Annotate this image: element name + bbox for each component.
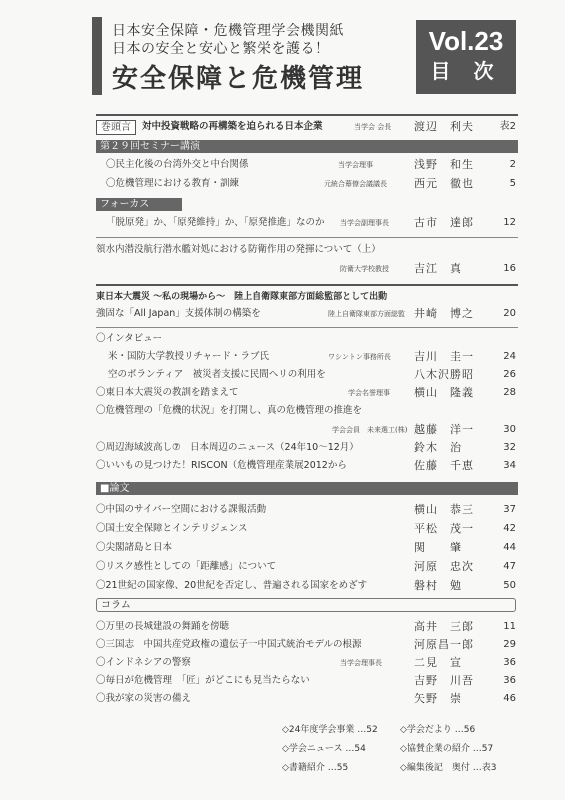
index-item-1[interactable]: ◇24年度学会事業 …52 — [282, 725, 378, 735]
toc-entry-c3[interactable]: 〇インドネシアの警察 当学会理事長 二見 宣 36 — [96, 656, 516, 669]
lead-affiliation: 当学会 会長 — [354, 123, 392, 131]
section-seminar: 第２９回セミナー講演 — [96, 140, 518, 153]
index-item-6[interactable]: ◇編集後記 奥付 …表3 — [400, 763, 497, 773]
toc-entry-c2[interactable]: 〇三国志 中国共産党政権の遺伝子一中国式統治モデルの根源 河原昌一郎 29 — [96, 638, 516, 651]
toc-entry-quake-head[interactable]: 東日本大震災 ～私の現場から～ 陸上自衛隊東部方面総監部として出動 — [96, 292, 388, 302]
lead-badge: 巻頭言 — [96, 120, 136, 135]
index-item-2[interactable]: ◇学会だより …56 — [400, 725, 476, 735]
toc-entry-s2[interactable]: 〇危機管理における教育・訓練 元統合幕僚会議議長 西元 徹也 5 — [106, 177, 516, 190]
toc-entry-e4[interactable]: 〇いいもの見つけた！RISCON（危機管理産業展2012から 佐藤 千恵 34 — [96, 459, 516, 472]
toc-entry-e2-author[interactable]: 学会会員 未来選工(株) 越藤 洋一 30 — [332, 423, 516, 436]
toc-entry-f1[interactable]: 「脱原発」か、「原発維持」か、「原発推進」なのか 当学会副理事長 古市 達郎 12 — [106, 216, 516, 229]
toc-entry-e3[interactable]: 〇周辺海域波高し⑦ 日本周辺のニュース（24年10～12月） 鈴木 治 32 — [96, 441, 516, 454]
volume-box — [416, 20, 516, 94]
toc-entry-s1[interactable]: 〇民主化後の台湾外交と中台関係 当学会理事 浅野 和生 2 — [106, 158, 516, 171]
journal-title: 安全保障と危機管理 — [112, 64, 365, 94]
lead-article[interactable] — [96, 120, 516, 134]
toc-entry-e1[interactable]: 〇東日本大震災の教訓を踏まえて 学会名誉理事 横山 隆義 28 — [96, 386, 516, 399]
toc-entry-quake[interactable]: 強固な「All Japan」支援体制の構築を 陸上自衛隊東部方面総監 井崎 博之 20 — [96, 307, 516, 320]
lead-page: 表2 — [499, 121, 516, 132]
section-interview: 〇インタビュー — [96, 333, 163, 344]
toc-entry-c5[interactable]: 〇我が家の災害の備え 矢野 崇 46 — [96, 692, 516, 705]
header-line-2: 日本の安全と安心と繁栄を護る！ — [112, 41, 330, 57]
header-divider — [96, 114, 518, 116]
toc-entry-p1[interactable]: 〇中国のサイバー空間における課報活動 横山 恭三 37 — [96, 503, 516, 516]
section-column: コラム — [96, 598, 516, 612]
section-papers: ■論文 — [96, 482, 518, 495]
toc-entry-f2-author[interactable]: 防衛大学校教授 吉江 真 16 — [340, 262, 516, 275]
toc-entry-c1[interactable]: 〇万里の長城建設の舞踊を傍聴 高井 三郎 11 — [96, 620, 516, 633]
toc-entry-f2[interactable]: 領水内潜没航行潜水艦対処における防衛作用の発揮について（上） — [96, 244, 381, 255]
toc-entry-i2[interactable]: 空のボランティア 被災者支援に民間ヘリの利用を 八木沢勝昭 26 — [108, 368, 516, 381]
toc-entry-p4[interactable]: 〇リスク感性としての「距離感」について 河原 忠次 47 — [96, 560, 516, 573]
volume-number: Vol.23 — [428, 26, 504, 56]
index-item-5[interactable]: ◇書籍紹介 …55 — [282, 763, 349, 773]
header-line-1: 日本安全保障・危機管理学会機関紙 — [112, 23, 344, 39]
index-item-4[interactable]: ◇協賛企業の紹介 …57 — [400, 744, 494, 754]
toc-entry-e2[interactable]: 〇危機管理の「危機的状況」を打開し、真の危機管理の推進を — [96, 405, 363, 416]
toc-entry-p5[interactable]: 〇21世紀の国家像、20世紀を否定し、普遍される国家をめざす 磐村 勉 50 — [96, 579, 516, 592]
toc-entry-p2[interactable]: 〇国土安全保障とインテリジェンス 平松 茂一 42 — [96, 522, 516, 535]
index-item-3[interactable]: ◇学会ニュース …54 — [282, 744, 366, 754]
toc-entry-p3[interactable]: 〇尖閣諸島と日本 関 肇 44 — [96, 541, 516, 554]
toc-entry-i1[interactable]: 米・国防大学教授リチャード・ラブ氏 ワシントン事務所長 吉川 圭一 24 — [108, 350, 516, 363]
section-focus: フォーカス — [96, 198, 182, 211]
toc-entry-c4[interactable]: 〇毎日が危機管理 「匠」がどこにも見当たらない 吉野 川吾 36 — [96, 674, 516, 687]
contents-label: 目 次 — [430, 59, 502, 83]
header-accent-bar — [92, 17, 102, 95]
lead-author: 渡辺 利夫 — [414, 120, 474, 133]
lead-title: 対中投資戦略の再構築を迫られる日本企業 — [142, 121, 323, 132]
